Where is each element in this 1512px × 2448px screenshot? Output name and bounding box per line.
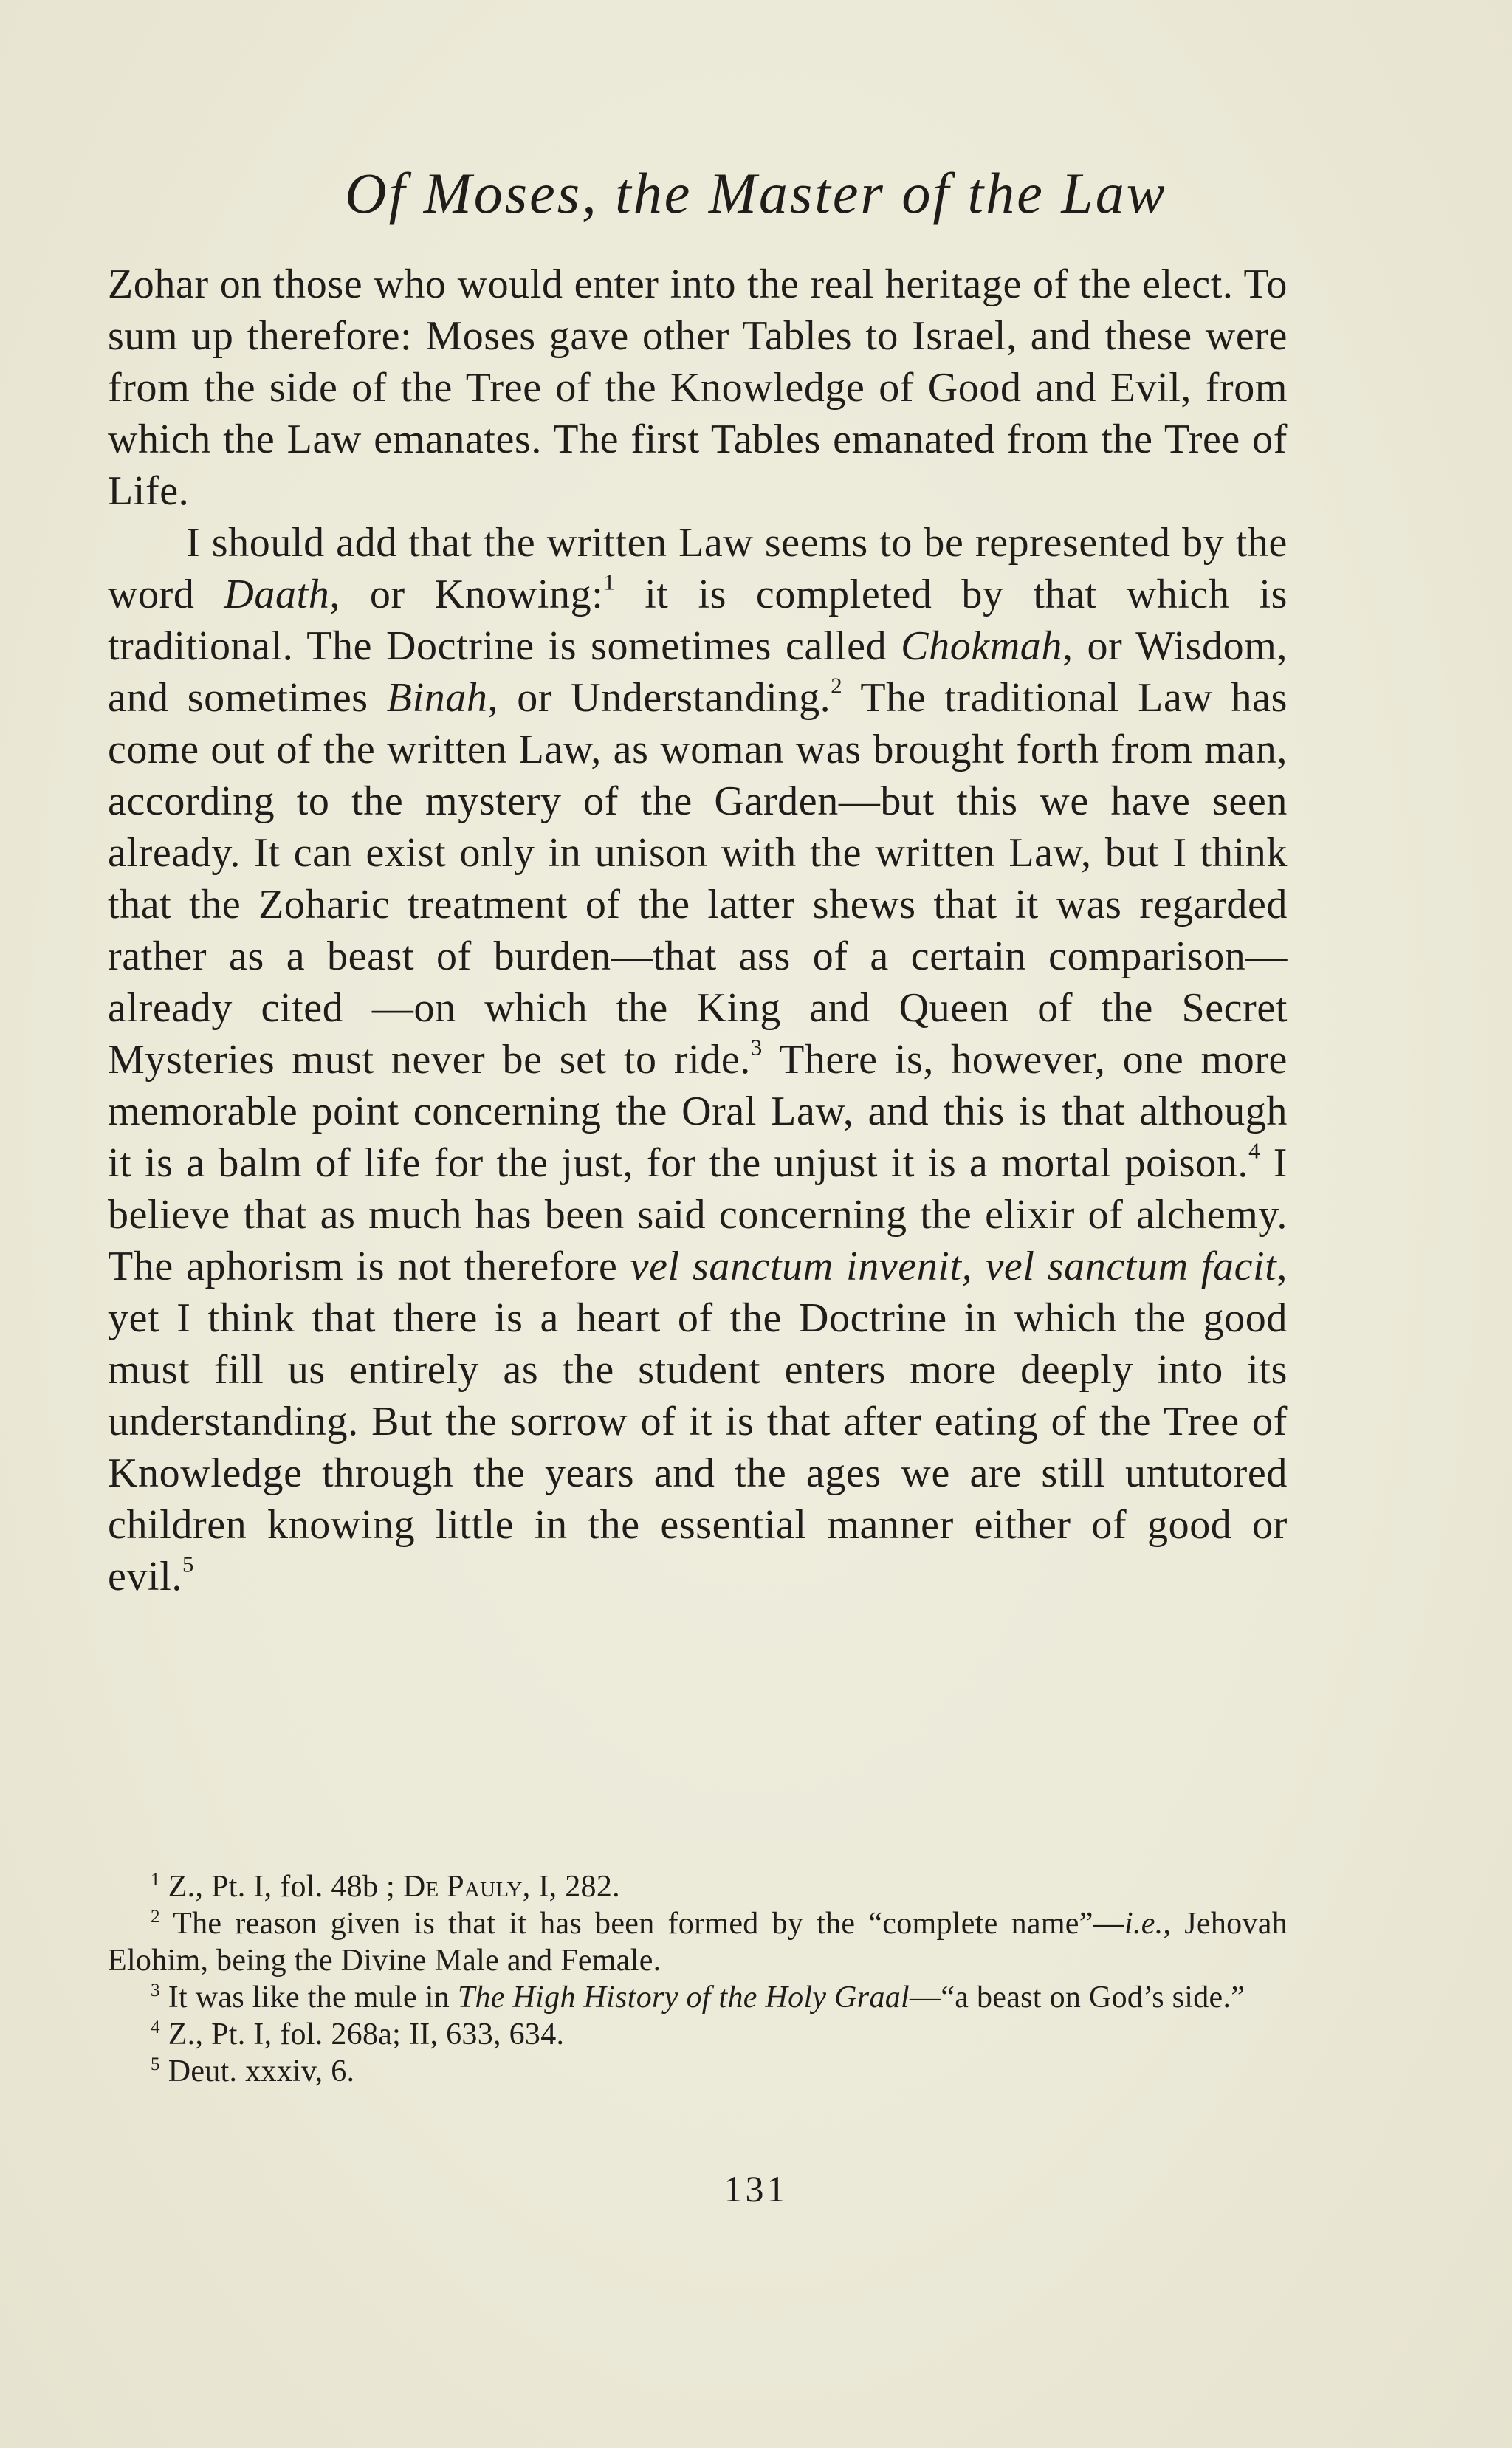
- paragraph-2-text: , yet I think that there is a heart of the Doctrine in which the good must fill us entirely as the student enters more deeply into its understanding. But the sorrow of it is that after eating of the Tree of Knowledge through the years and the ages we are still untutored children knowing little in the essential manner either of good or evil.: [108, 1244, 1288, 1600]
- term-binah: Binah: [386, 675, 488, 721]
- footnotes: [108, 1868, 1288, 2090]
- footnote-text: Deut. xxxiv, 6.: [168, 2054, 355, 2088]
- paragraph-2-text: , or Knowing:: [329, 572, 604, 617]
- running-head: Of Moses, the Master of the Law: [345, 161, 1167, 225]
- footnote-1: [108, 1868, 1288, 1905]
- term-daath: Daath: [224, 572, 330, 617]
- footnote-number: 5: [151, 2054, 160, 2074]
- page-number: 131: [724, 2168, 788, 2209]
- paragraph-2-text: it is completed by that which is traditional. The Doctrine is sometimes called: [108, 572, 1288, 669]
- paragraph-2: [108, 517, 1288, 1602]
- footnote-ref-1: 1: [603, 569, 616, 595]
- footnote-text: The reason given is that it has been formed by the “complete name”—: [173, 1907, 1124, 1941]
- footnote-text: , I, 282.: [522, 1870, 620, 1904]
- footnote-ref-5: 5: [182, 1552, 194, 1577]
- paragraph-1: Zohar on those who would enter into the real heritage of the elect. To sum up therefore: Moses gave other Tables to Israel, and these were from the side of the Tree of the Knowledge of Good and Evil, from which the Law emanates. The first Tables emanated from the Tree of Life.: [108, 261, 1288, 514]
- footnote-ref-2: 2: [831, 673, 843, 699]
- footnote-number: 4: [151, 2017, 160, 2037]
- footnote-text: It was like the mule in: [168, 1981, 458, 2015]
- latin-phrase: vel sanctum invenit, vel sanctum facit: [630, 1244, 1277, 1289]
- term-chokmah: Chokmah: [901, 623, 1062, 669]
- footnote-ref-4: 4: [1248, 1138, 1261, 1164]
- footnote-text: —“a beast on God’s side.”: [910, 1981, 1245, 2015]
- footnote-number: 1: [151, 1869, 160, 1890]
- footnote-3: [108, 1979, 1288, 2016]
- footnote-2: [108, 1905, 1288, 1979]
- body-text: [108, 258, 1288, 1602]
- footnote-number: 2: [151, 1906, 160, 1927]
- footnote-book-title: The High History of the Holy Graal: [457, 1981, 910, 2015]
- paragraph-2-text: , or Wisdom, and sometimes: [108, 623, 1288, 721]
- footnote-5: [108, 2053, 1288, 2090]
- paragraph-2-text: I believe that as much has been said concerning the elixir of alchemy. The aphorism is not therefore: [108, 1140, 1288, 1289]
- footnote-4: [108, 2016, 1288, 2053]
- paragraph-2-text: , or Understanding.: [487, 675, 831, 721]
- paragraph-2-text: There is, however, one more memorable point concerning the Oral Law, and this is that although it is a balm of life for the just, for the unjust it is a mortal poison.: [108, 1037, 1288, 1186]
- footnote-author: De Pauly: [402, 1870, 523, 1904]
- footnote-text: Z., Pt. I, fol. 268a; II, 633, 634.: [168, 2017, 565, 2051]
- footnote-text: , Jehovah Elohim, being the Divine Male and Female.: [108, 1907, 1288, 1978]
- footnote-abbrev: i.e.: [1124, 1907, 1164, 1941]
- paragraph-2-text: The traditional Law has come out of the written Law, as woman was brought forth from man, according to the mystery of the Garden—but this we have seen already. It can exist only in unison with the written Law, but I think that the Zoharic treatment of the latter shews that it was regarded rather as a beast of burden—that ass of a certain comparison—already cited —on which the King and Queen of the Secret Mysteries must never be set to ride.: [108, 675, 1288, 1083]
- footnote-text: Z., Pt. I, fol. 48b ;: [168, 1870, 403, 1904]
- paragraph-2-text: I should add that the written Law seems to be represented by the word: [108, 520, 1288, 617]
- footnote-ref-3: 3: [750, 1035, 763, 1060]
- footnote-number: 3: [151, 1980, 160, 2000]
